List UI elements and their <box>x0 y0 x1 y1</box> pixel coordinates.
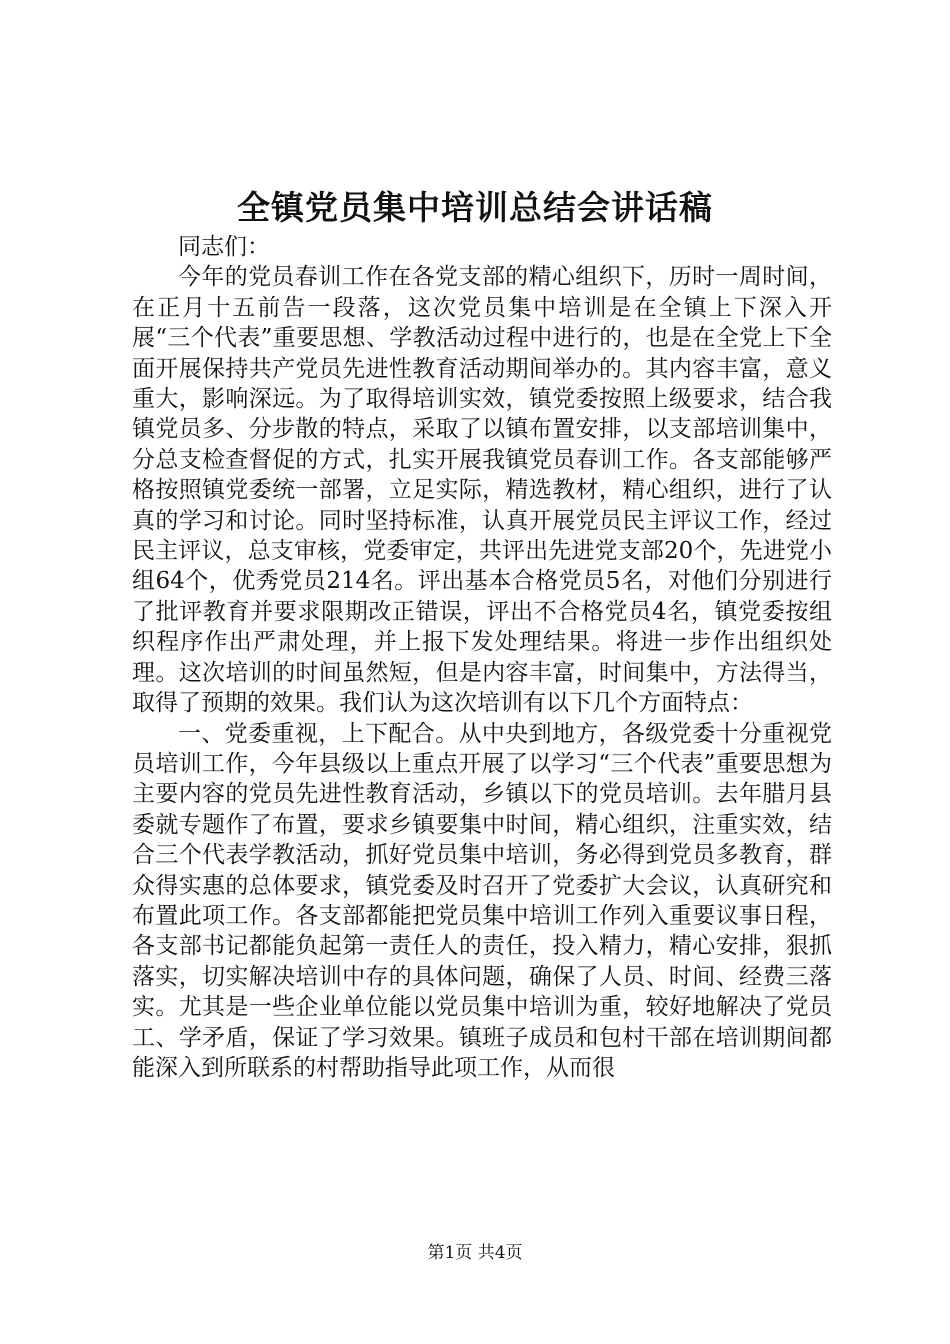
body-paragraph-1: 今年的党员春训工作在各党支部的精心组织下，历时一周时间，在正月十五前告一段落，这次党员集中培训是在全镇上下深入开展“三个代表”重要思想、学教活动过程中进行的，也是在全党上下全面开展保持共产党员先进性教育活动期间举办的。其内容丰富，意义重大，影响深远。为了取得培训实效，镇党委按照上级要求，结合我镇党员多、分步散的特点，采取了以镇布置安排，以支部培训集中，分总支检查督促的方式，扎实开展我镇党员春训工作。各支部能够严格按照镇党委统一部署，立足实际，精选教材，精心组织，进行了认真的学习和讨论。同时坚持标准，认真开展党员民主评议工作，经过民主评议，总支审核，党委审定，共评出先进党支部20个，先进党小组64个，优秀党员214名。评出基本合格党员5名，对他们分别进行了批评教育并要求限期改正错误，评出不合格党员4名，镇党委按组织程序作出严肃处理，并上报下发处理结果。将进一步作出组织处理。这次培训的时间虽然短，但是内容丰富，时间集中，方法得当，取得了预期的效果。我们认为这次培训有以下几个方面特点： <box>132 264 832 717</box>
salutation: 同志们： <box>178 234 270 260</box>
document-body <box>132 232 832 1083</box>
page-number-footer: 第1页 共4页 <box>427 1243 523 1263</box>
body-paragraph-2: 一、党委重视，上下配合。从中央到地方，各级党委十分重视党员培训工作，今年县级以上重点开展了以学习“三个代表”重要思想为主要内容的党员先进性教育活动，乡镇以下的党员培训。去年腊月县委就专题作了布置，要求乡镇要集中时间，精心组织，注重实效，结合三个代表学教活动，抓好党员集中培训，务必得到党员多教育，群众得实惠的总体要求，镇党委及时召开了党委扩大会议，认真研究和布置此项工作。各支部都能把党员集中培训工作列入重要议事日程，各支部书记都能负起第一责任人的责任，投入精力，精心安排，狠抓落实，切实解决培训中存的具体问题，确保了人员、时间、经费三落实。尤其是一些企业单位能以党员集中培训为重，较好地解决了党员工、学矛盾，保证了学习效果。镇班子成员和包村干部在培训期间都能深入到所联系的村帮助指导此项工作，从而很 <box>132 720 832 1081</box>
document-title: 全镇党员集中培训总结会讲话稿 <box>237 188 713 227</box>
